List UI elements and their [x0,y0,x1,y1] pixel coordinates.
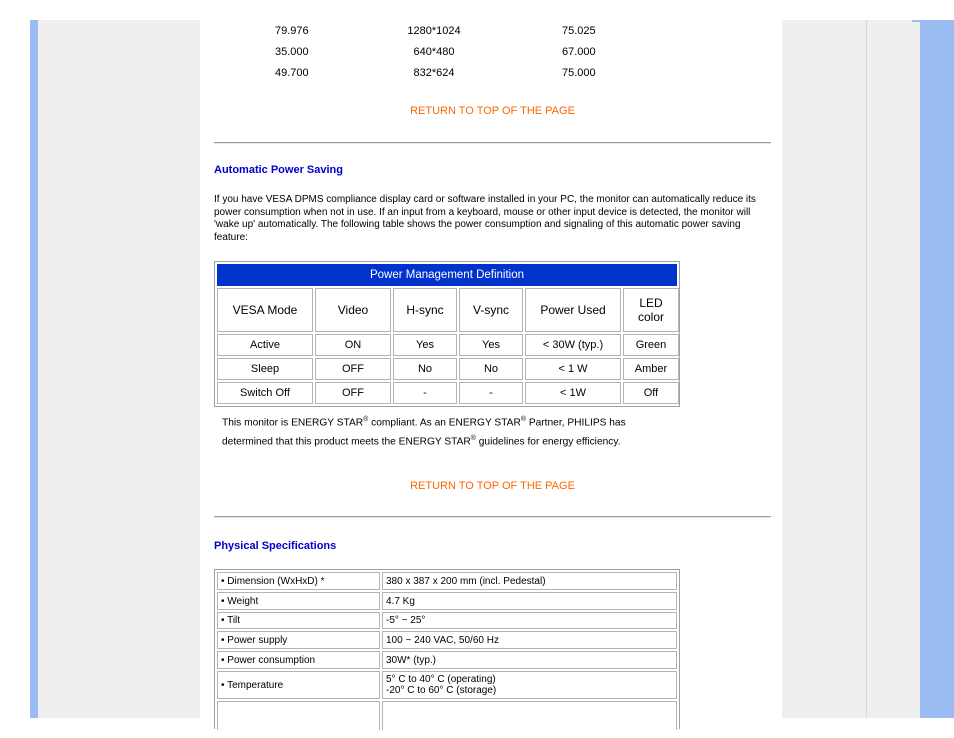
spec-label: • Power consumption [217,651,380,669]
spec-value: 380 x 387 x 200 mm (incl. Pedestal) [382,572,677,590]
cell-hsync: Yes [393,334,457,356]
spec-value: -5° ~ 25° [382,612,677,629]
cell-led: Off [623,382,679,404]
spec-label: • Tilt [217,612,380,629]
cell-video: OFF [315,358,391,380]
registered-mark: ® [470,435,476,443]
cell-hsync: No [393,358,457,380]
header-cell: LED color [623,288,679,332]
table-row [200,25,782,41]
energy-text-3: Partner, PHILIPS has determined that this product meets the ENERGY STAR [222,417,626,448]
header-cell: Video [315,288,391,332]
return-to-top-link[interactable]: RETURN TO TOP OF THE PAGE [410,105,575,117]
cell-mode: Active [217,334,313,356]
return-to-top-link[interactable]: RETURN TO TOP OF THE PAGE [410,480,575,492]
header-cell: V-sync [459,288,523,332]
resolution: 640*480 [413,46,455,58]
spec-label: • Weight [217,592,380,610]
spec-value: 100 ~ 240 VAC, 50/60 Hz [382,631,677,649]
spec-value [382,671,677,699]
spec-value-line: -20° C to 60° C (storage) [386,685,497,696]
cell-vsync: Yes [459,334,523,356]
cell-power: < 1 W [525,358,621,380]
content-area [200,0,782,738]
right-margin-divider [866,20,867,718]
section-divider [214,142,771,144]
energy-star-statement [222,412,672,451]
cell-power: < 30W (typ.) [525,334,621,356]
h-frequency: 35.000 [275,46,309,58]
cell-power: < 1W [525,382,621,404]
spec-value-line: 5° C to 40° C (operating) [386,674,496,685]
cell-vsync: No [459,358,523,380]
spec-value-empty [382,701,677,730]
cell-mode: Switch Off [217,382,313,404]
h-frequency: 49.700 [275,67,309,79]
registered-mark: ® [363,416,369,423]
v-frequency: 75.025 [562,25,596,37]
v-frequency: 75.000 [562,67,596,79]
power-management-table [214,261,680,407]
section-title-power-saving: Automatic Power Saving [214,164,343,176]
section-divider [214,516,771,518]
cell-led: Green [623,334,679,356]
energy-text-1: This monitor is ENERGY STAR [222,417,364,429]
spec-label: • Dimension (WxHxD) * [217,572,380,590]
power-table-title: Power Management Definition [217,264,677,286]
v-frequency: 67.000 [562,46,596,58]
cell-led: Amber [623,358,679,380]
spec-label-empty [217,701,380,730]
spec-label: • Power supply [217,631,380,649]
physical-spec-table [214,569,680,729]
spec-value: 4.7 Kg [382,592,677,610]
registered-mark: ® [520,416,526,423]
header-cell: Power Used [525,288,621,332]
cell-hsync: - [393,382,457,404]
right-margin-panel [782,20,920,718]
cell-video: ON [315,334,391,356]
table-row [200,67,782,83]
right-frame-accent [920,20,954,718]
resolution: 1280*1024 [407,25,461,37]
spec-value: 30W* (typ.) [382,651,677,669]
energy-text-2: compliant. As an ENERGY STAR [368,417,521,429]
cell-video: OFF [315,382,391,404]
section-title-physical: Physical Specifications [214,540,337,552]
table-row [200,46,782,62]
spec-label: • Temperature [217,671,380,699]
right-frame-notch [912,20,922,22]
cell-vsync: - [459,382,523,404]
resolution: 832*624 [413,67,455,79]
left-frame-accent [30,20,38,718]
power-saving-description: If you have VESA DPMS compliance display card or software installed in your PC, the monitor can automatically reduce its power consumption when not in use. If an input from a keyboard, mouse or other input device is detected, the monitor will 'wake up' automatically. The following table shows the power consumption and signaling of this automatic power saving feature: [214,194,756,243]
h-frequency: 79.976 [275,25,309,37]
energy-text-4: guidelines for energy efficiency. [475,436,621,448]
header-cell: H-sync [393,288,457,332]
left-margin-panel [38,20,200,718]
header-cell: VESA Mode [217,288,313,332]
cell-mode: Sleep [217,358,313,380]
